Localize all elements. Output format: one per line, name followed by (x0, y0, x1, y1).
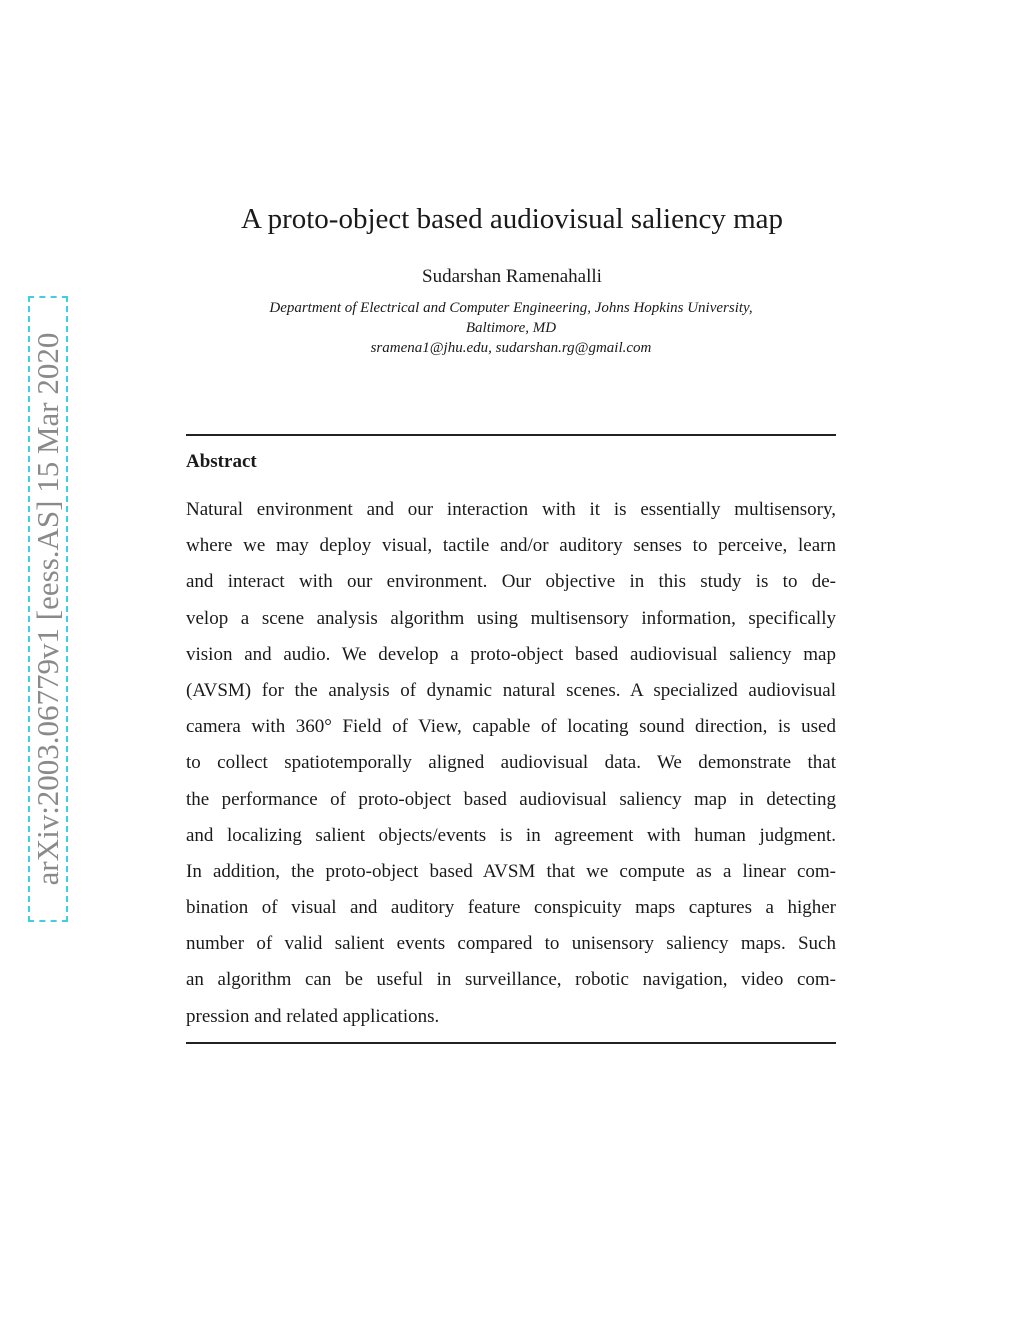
abstract-line: In addition, the proto-object based AVSM that we compute as a linear com- (186, 860, 836, 882)
abstract-line: camera with 360° Field of View, capable of locating sound direction, is used (186, 716, 836, 738)
abstract-line: an algorithm can be useful in surveillance, robotic navigation, video com- (186, 969, 836, 991)
abstract-body (186, 492, 836, 1035)
affiliation-location: Baltimore, MD (465, 320, 557, 336)
abstract-line: Natural environment and our interaction with it is essentially multisensory, (186, 499, 836, 520)
author-name: Sudarshan Ramenahalli (422, 266, 602, 287)
arxiv-identifier: arXiv:2003.06779v1 [eess.AS] 15 Mar 2020 (30, 332, 65, 886)
abstract-line: the performance of proto-object based audiovisual saliency map in detecting (186, 788, 836, 810)
abstract-line: to collect spatiotemporally aligned audiovisual data. We demonstrate that (186, 752, 836, 774)
abstract-line: (AVSM) for the analysis of dynamic natural scenes. A specialized audiovisual (186, 679, 836, 701)
abstract-line: bination of visual and auditory feature conspicuity maps captures a higher (186, 897, 836, 919)
abstract-bottom-rule (186, 1042, 836, 1044)
abstract-line: number of valid salient events compared to unisensory saliency maps. Such (186, 933, 836, 955)
paper-title: A proto-object based audiovisual saliency map (241, 203, 783, 235)
abstract-line: and interact with our environment. Our objective in this study is to de- (186, 571, 836, 593)
arxiv-stamp (28, 296, 68, 922)
affiliation-line: Department of Electrical and Computer Engineering, Johns Hopkins University, (269, 300, 753, 316)
abstract-heading: Abstract (186, 451, 257, 472)
abstract-line: pression and related applications. (186, 1005, 440, 1027)
abstract-line: and localizing salient objects/events is in agreement with human judgment. (186, 824, 836, 846)
abstract-top-rule (186, 434, 836, 436)
abstract-line: vision and audio. We develop a proto-object based audiovisual saliency map (186, 643, 836, 665)
abstract-line: where we may deploy visual, tactile and/or auditory senses to perceive, learn (186, 535, 836, 557)
author-affiliation (186, 298, 836, 358)
author-email: sramena1@jhu.edu, sudarshan.rg@gmail.com (370, 340, 652, 356)
abstract-line: velop a scene analysis algorithm using multisensory information, specifically (186, 607, 836, 629)
